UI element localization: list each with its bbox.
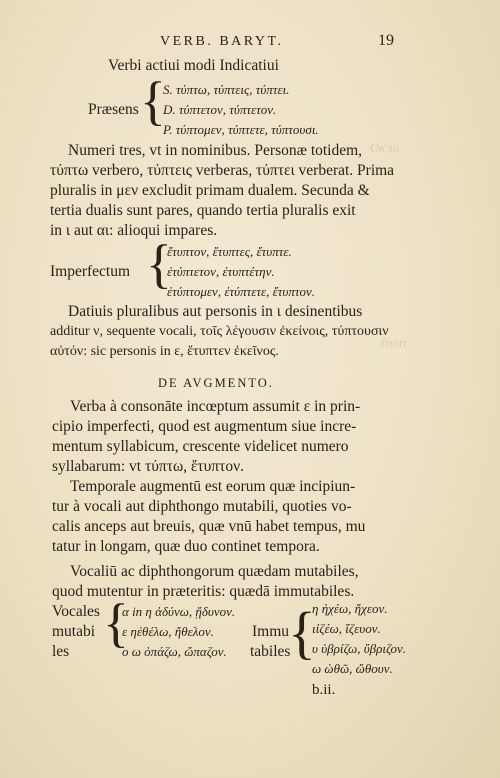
para4-line-4: tatur in longam, quæ duo continet tempora. (52, 538, 320, 555)
vocales-right-row-4: ω ὠθῶ, ὤθουν. (312, 661, 393, 676)
para3-line-3: mentum syllabicum, crescente videlicet numero (52, 438, 349, 455)
vocales-label-3: les (52, 643, 70, 660)
vocales-right-row-2: ιἰζέω, ἴζευον. (312, 621, 381, 636)
section-heading: DE AVGMENTO. (158, 376, 274, 390)
para1-line-5: in ι aut αι: alioqui impares. (50, 222, 218, 239)
para5-line-2: quod mutentur in præteritis: quædā immutabiles. (52, 583, 355, 600)
vocales-right-row-3: υ ὑβρίζω, ὕβριζον. (312, 641, 407, 656)
para4-line-1: Temporale augmentū est eorum quæ incipiun- (70, 478, 356, 495)
para5-line-1: Vocaliū ac diphthongorum quædam mutabiles, (70, 563, 359, 580)
imperfectum-row-3: ἐτύπτομεν, ἐτύπτετε, ἔτυπτον. (167, 284, 316, 299)
praesens-label: Præsens (88, 101, 139, 118)
para2-line-3: αὐτόν: sic personis in ε, ἔτυπτεν ἐκεῖνος. (50, 344, 279, 359)
para4-line-2: tur à vocali aut diphthongo mutabili, quoties vo- (52, 498, 352, 515)
praesens-brace: { (140, 71, 166, 131)
para3-line-4: syllabarum: vt τύπτω, ἔτυπτον. (52, 458, 244, 475)
para2-line-1: Datiuis pluralibus aut personis in ι desinentibus (68, 303, 363, 320)
para3-line-2: cipio imperfecti, quod est augmentum siue incre- (52, 418, 357, 435)
para4-line-3: calis anceps aut breuis, quæ vnū habet tempus, mu (52, 518, 366, 535)
para1-line-2: τύπτω verbero, τύπτεις verberas, τύπτει verberat. Prima (50, 162, 395, 179)
praesens-row-3: P. τύπτομεν, τύπτετε, τύπτουσι. (163, 122, 319, 137)
vocales-label-2: mutabi (52, 623, 96, 640)
praesens-row-2: D. τύπτετον, τύπτετον. (163, 102, 277, 117)
vocales-right-row-1: η ἠχέω, ἤχεον. (312, 601, 388, 616)
praesens-row-1: S. τύπτω, τύπτεις, τύπτει. (163, 82, 290, 97)
para1-line-1: Numeri tres, vt in nominibus. Personæ totidem, (68, 142, 363, 159)
para3-line-1: Verba à consonāte incœptum assumit ε in prin- (70, 398, 361, 415)
immutabiles-label-2: tabiles (250, 643, 291, 660)
bleed-through-text: ἔτυπτ (380, 335, 407, 350)
vocales-left-row-3: ο ω ὀπάζω, ὤπαζον. (122, 644, 227, 659)
vocales-left-row-2: ε ηἐθέλω, ἤθελον. (122, 624, 214, 639)
imperfectum-label: Imperfectum (50, 263, 131, 280)
para1-line-4: tertia dualis sunt pares, quando tertia pluralis exit (50, 202, 356, 219)
imperfectum-brace: { (146, 234, 172, 294)
page-number: 19 (378, 32, 394, 49)
imperfectum-row-2: ἐτύπτετον, ἐτυπτέτην. (167, 264, 275, 279)
para1-line-3: pluralis in μεν excludit primam dualem. Secunda & (50, 182, 370, 199)
imperfectum-row-1: ἔτυπτον, ἔτυπτες, ἔτυπτε. (167, 244, 292, 259)
indicative-heading: Verbi actiui modi Indicatiui (108, 57, 279, 74)
immutabiles-label-1: Immu (252, 623, 290, 640)
vocales-left-row-1: α in η ἀδύνω, ᾔδυνον. (122, 604, 236, 619)
running-header: VERB. BARYT. (160, 34, 284, 49)
bleed-through-text: Oĸ τύ (370, 140, 400, 155)
signature-mark: b.ii. (312, 682, 336, 698)
vocales-left-brace: { (103, 593, 129, 653)
para2-line-2: additur ν, sequente vocali, τοῖς λέγουσιν ἐκείνοις, τύπτουσιν (50, 324, 389, 339)
vocales-right-brace: { (288, 600, 316, 665)
vocales-label-1: Vocales (52, 603, 100, 620)
